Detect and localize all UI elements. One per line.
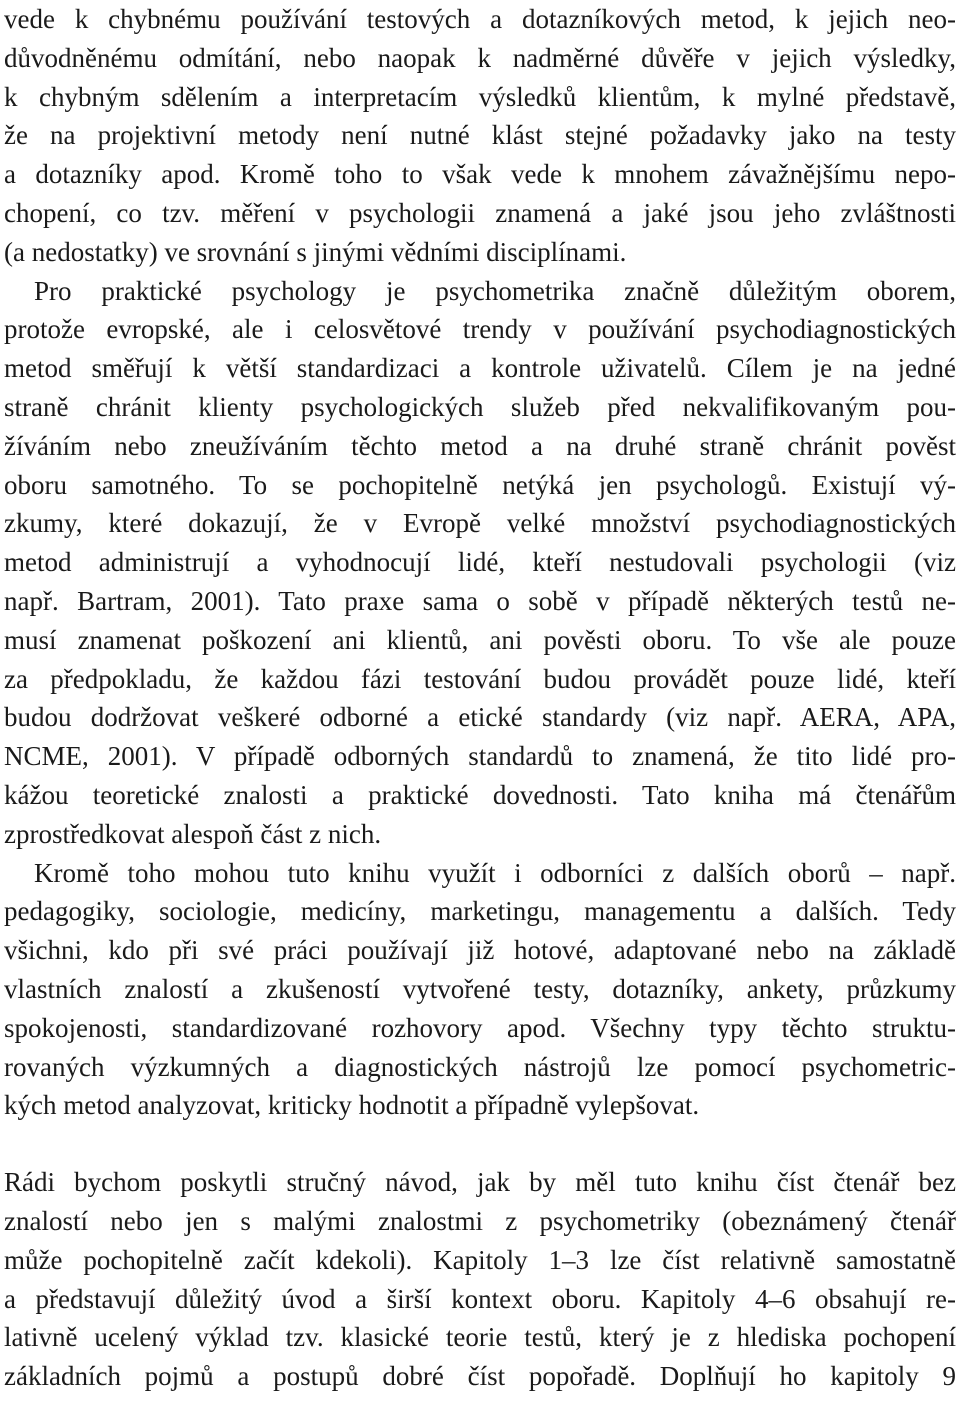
text-line: vlastních znalostí a zkušeností vytvořené testy, dotazníky, ankety, průzkumy [4,973,956,1004]
text-line: např. Bartram, 2001). Tato praxe sama o sobě v případě některých testů ne- [4,585,956,616]
text-line: pedagogiky, sociologie, medicíny, marketingu, managementu a dalších. Tedy [4,896,956,927]
text-line: vede k chybnému používání testových a dotazníkových metod, k jejich neo- [4,4,956,34]
text-line: všichni, kdo při své práci používají již hotové, adaptované nebo na základě [4,935,956,966]
body-text [4,0,956,1396]
text-line: (a nedostatky) ve srovnání s jinými vědními disciplínami. [4,236,627,267]
text-line: k chybným sdělením a interpretacím výsledků klientům, k mylné představě, [4,81,956,112]
text-line: spokojenosti, standardizované rozhovory apod. Všechny typy těchto struktu- [4,1012,956,1043]
text-line: Rádi bychom poskytli stručný návod, jak by měl tuto knihu číst čtenář bez [4,1167,956,1198]
text-line: a představují důležitý úvod a širší kontext oboru. Kapitoly 4–6 obsahují re- [4,1283,956,1314]
text-line: za předpokladu, že každou fázi testování budou provádět pouze lidé, kteří [4,663,956,694]
text-line: zprostředkovat alespoň část z nich. [4,818,382,849]
text-line: znalostí nebo jen s malými znalostmi z psychometriky (obeznámený čtenář [4,1205,956,1236]
text-line: budou dodržovat veškeré odborné a etické standardy (viz např. AERA, APA, [4,702,956,733]
text-line: oboru samotného. To se pochopitelně netýká jen psychologů. Existují vý- [4,469,956,500]
text-line: Kromě toho mohou tuto knihu využít i odborníci z dalších oborů – např. [34,857,956,888]
text-line: důvodněnému odmítání, nebo naopak k nadměrné důvěře v jejich výsledky, [4,42,956,73]
text-line: chopení, co tzv. měření v psychologii znamená a jaké jsou jeho zvláštnosti [4,197,956,228]
text-line: kážou teoretické znalosti a praktické dovednosti. Tato kniha má čtenářům [4,779,956,810]
paragraph [4,1163,956,1396]
text-line: musí znamenat poškození ani klientů, ani pověsti oboru. To vše ale pouze [4,624,956,655]
text-line: může pochopitelně začít kdekoli). Kapitoly 1–3 lze číst relativně samostatně [4,1244,956,1275]
text-line: a dotazníky apod. Kromě toho to však vede k mnohem závažnějšímu nepo- [4,159,956,190]
text-line: metod směřují k větší standardizaci a kontrole uživatelů. Cílem je na jedné [4,353,956,384]
paragraph [4,0,956,272]
text-line: žíváním nebo zneužíváním těchto metod a na druhé straně chránit pověst [4,430,956,461]
text-line: základních pojmů a postupů dobré číst popořadě. Doplňují ho kapitoly 9 [4,1361,956,1392]
paragraph-gap [4,1125,956,1163]
paragraph [4,854,956,1126]
text-line: Pro praktické psychology je psychometrika značně důležitým oborem, [34,275,956,306]
paragraph [4,272,956,854]
text-line: kých metod analyzovat, kriticky hodnotit a případně vylepšovat. [4,1090,700,1121]
text-line: straně chránit klienty psychologických služeb před nekvalifikovaným pou- [4,391,956,422]
text-line: protože evropské, ale i celosvětové trendy v používání psychodiagnostických [4,314,956,345]
text-line: že na projektivní metody není nutné klást stejné požadavky jako na testy [4,120,956,151]
text-line: metod administrují a vyhodnocují lidé, kteří nestudovali psychologii (viz [4,547,956,578]
text-line: rovaných výzkumných a diagnostických nástrojů lze pomocí psychometric- [4,1051,956,1082]
text-line: lativně ucelený výklad tzv. klasické teorie testů, který je z hlediska pochopení [4,1322,956,1353]
text-line: zkumy, které dokazují, že v Evropě velké množství psychodiagnostických [4,508,956,539]
text-line: NCME, 2001). V případě odborných standardů to znamená, že tito lidé pro- [4,741,956,772]
